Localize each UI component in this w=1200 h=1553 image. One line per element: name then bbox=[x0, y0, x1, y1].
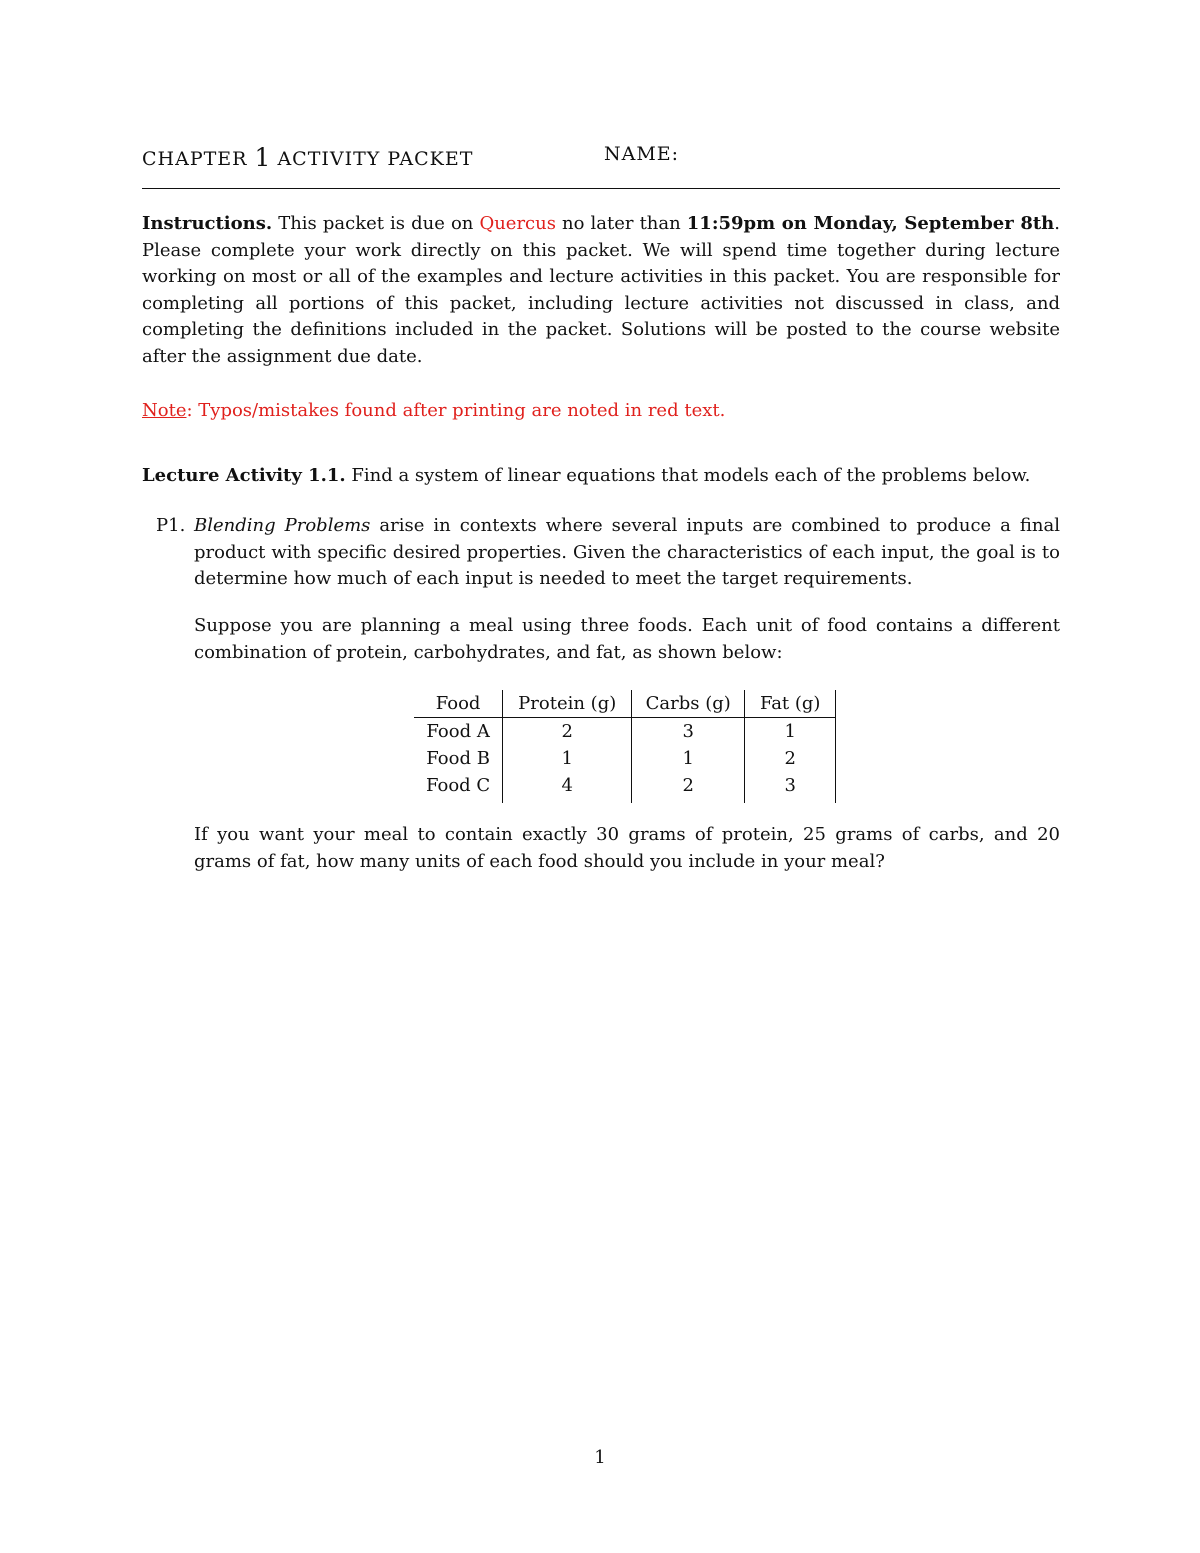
nutrition-table bbox=[414, 690, 836, 803]
problem-term: Blending Problems bbox=[194, 515, 371, 536]
table-row bbox=[414, 718, 836, 746]
instructions-paragraph: Instructions. This packet is due on Quercus no later than 11:59pm on Monday, September 8th. Please complete your work directly on this packet. We will spend time together during lecture working on most or all of the examples and lecture activities in this packet. You are responsible for completing all portions of this packet, including lecture activities not discussed in class, and completing the definitions included in the packet. Solutions will be posted to the course website after the assignment due date. bbox=[142, 213, 1060, 367]
quercus-link[interactable]: Quercus bbox=[479, 213, 556, 234]
table-header-cell: Fat (g) bbox=[745, 690, 836, 718]
table-cell: 2 bbox=[632, 772, 745, 803]
note-paragraph: Note: Typos/mistakes found after printing are noted in red text. bbox=[142, 400, 726, 421]
page-header bbox=[142, 143, 1060, 172]
problem-question: If you want your meal to contain exactly 30 grams of protein, 25 grams of carbs, and 20 grams of fat, how many units of each food should you include in your meal? bbox=[194, 824, 1060, 872]
deadline-text: 11:59pm on Monday, September 8th bbox=[686, 213, 1055, 234]
problem-setup: Suppose you are planning a meal using three foods. Each unit of food contains a different combination of protein, carbohydrates, and fat, as shown below: bbox=[194, 615, 1060, 663]
table-row bbox=[414, 745, 836, 772]
table-cell: 2 bbox=[745, 745, 836, 772]
problem-label: P1. bbox=[156, 515, 186, 536]
table-cell: 4 bbox=[503, 772, 632, 803]
lecture-activity-heading: Lecture Activity 1.1. Find a system of linear equations that models each of the problems below. bbox=[142, 465, 1031, 486]
table-cell: 3 bbox=[632, 718, 745, 746]
activity-label: Lecture Activity 1.1. bbox=[142, 465, 346, 486]
table-cell: 1 bbox=[745, 718, 836, 746]
table-header-cell: Carbs (g) bbox=[632, 690, 745, 718]
table-cell: 3 bbox=[745, 772, 836, 803]
problem-intro: Blending Problems arise in contexts where several inputs are combined to produce a final product with specific desired properties. Given the characteristics of each input, the goal is to determine how much of each input is needed to meet the target requirements. bbox=[194, 515, 1060, 589]
table-cell: 2 bbox=[503, 718, 632, 746]
table-cell: 1 bbox=[632, 745, 745, 772]
instructions-label: Instructions. bbox=[142, 213, 273, 234]
table-cell: Food A bbox=[414, 718, 503, 746]
note-label: Note bbox=[142, 400, 187, 421]
table-cell: Food C bbox=[414, 772, 503, 803]
table-header-cell: Protein (g) bbox=[503, 690, 632, 718]
table-header-row bbox=[414, 690, 836, 718]
packet-title: CHAPTER 1 ACTIVITY PACKET bbox=[142, 143, 474, 172]
name-label: NAME: bbox=[604, 143, 680, 165]
table-row bbox=[414, 772, 836, 803]
table-cell: 1 bbox=[503, 745, 632, 772]
header-rule bbox=[142, 188, 1060, 189]
page-number: 1 bbox=[594, 1447, 606, 1468]
table-header-cell: Food bbox=[414, 690, 503, 718]
table-cell: Food B bbox=[414, 745, 503, 772]
